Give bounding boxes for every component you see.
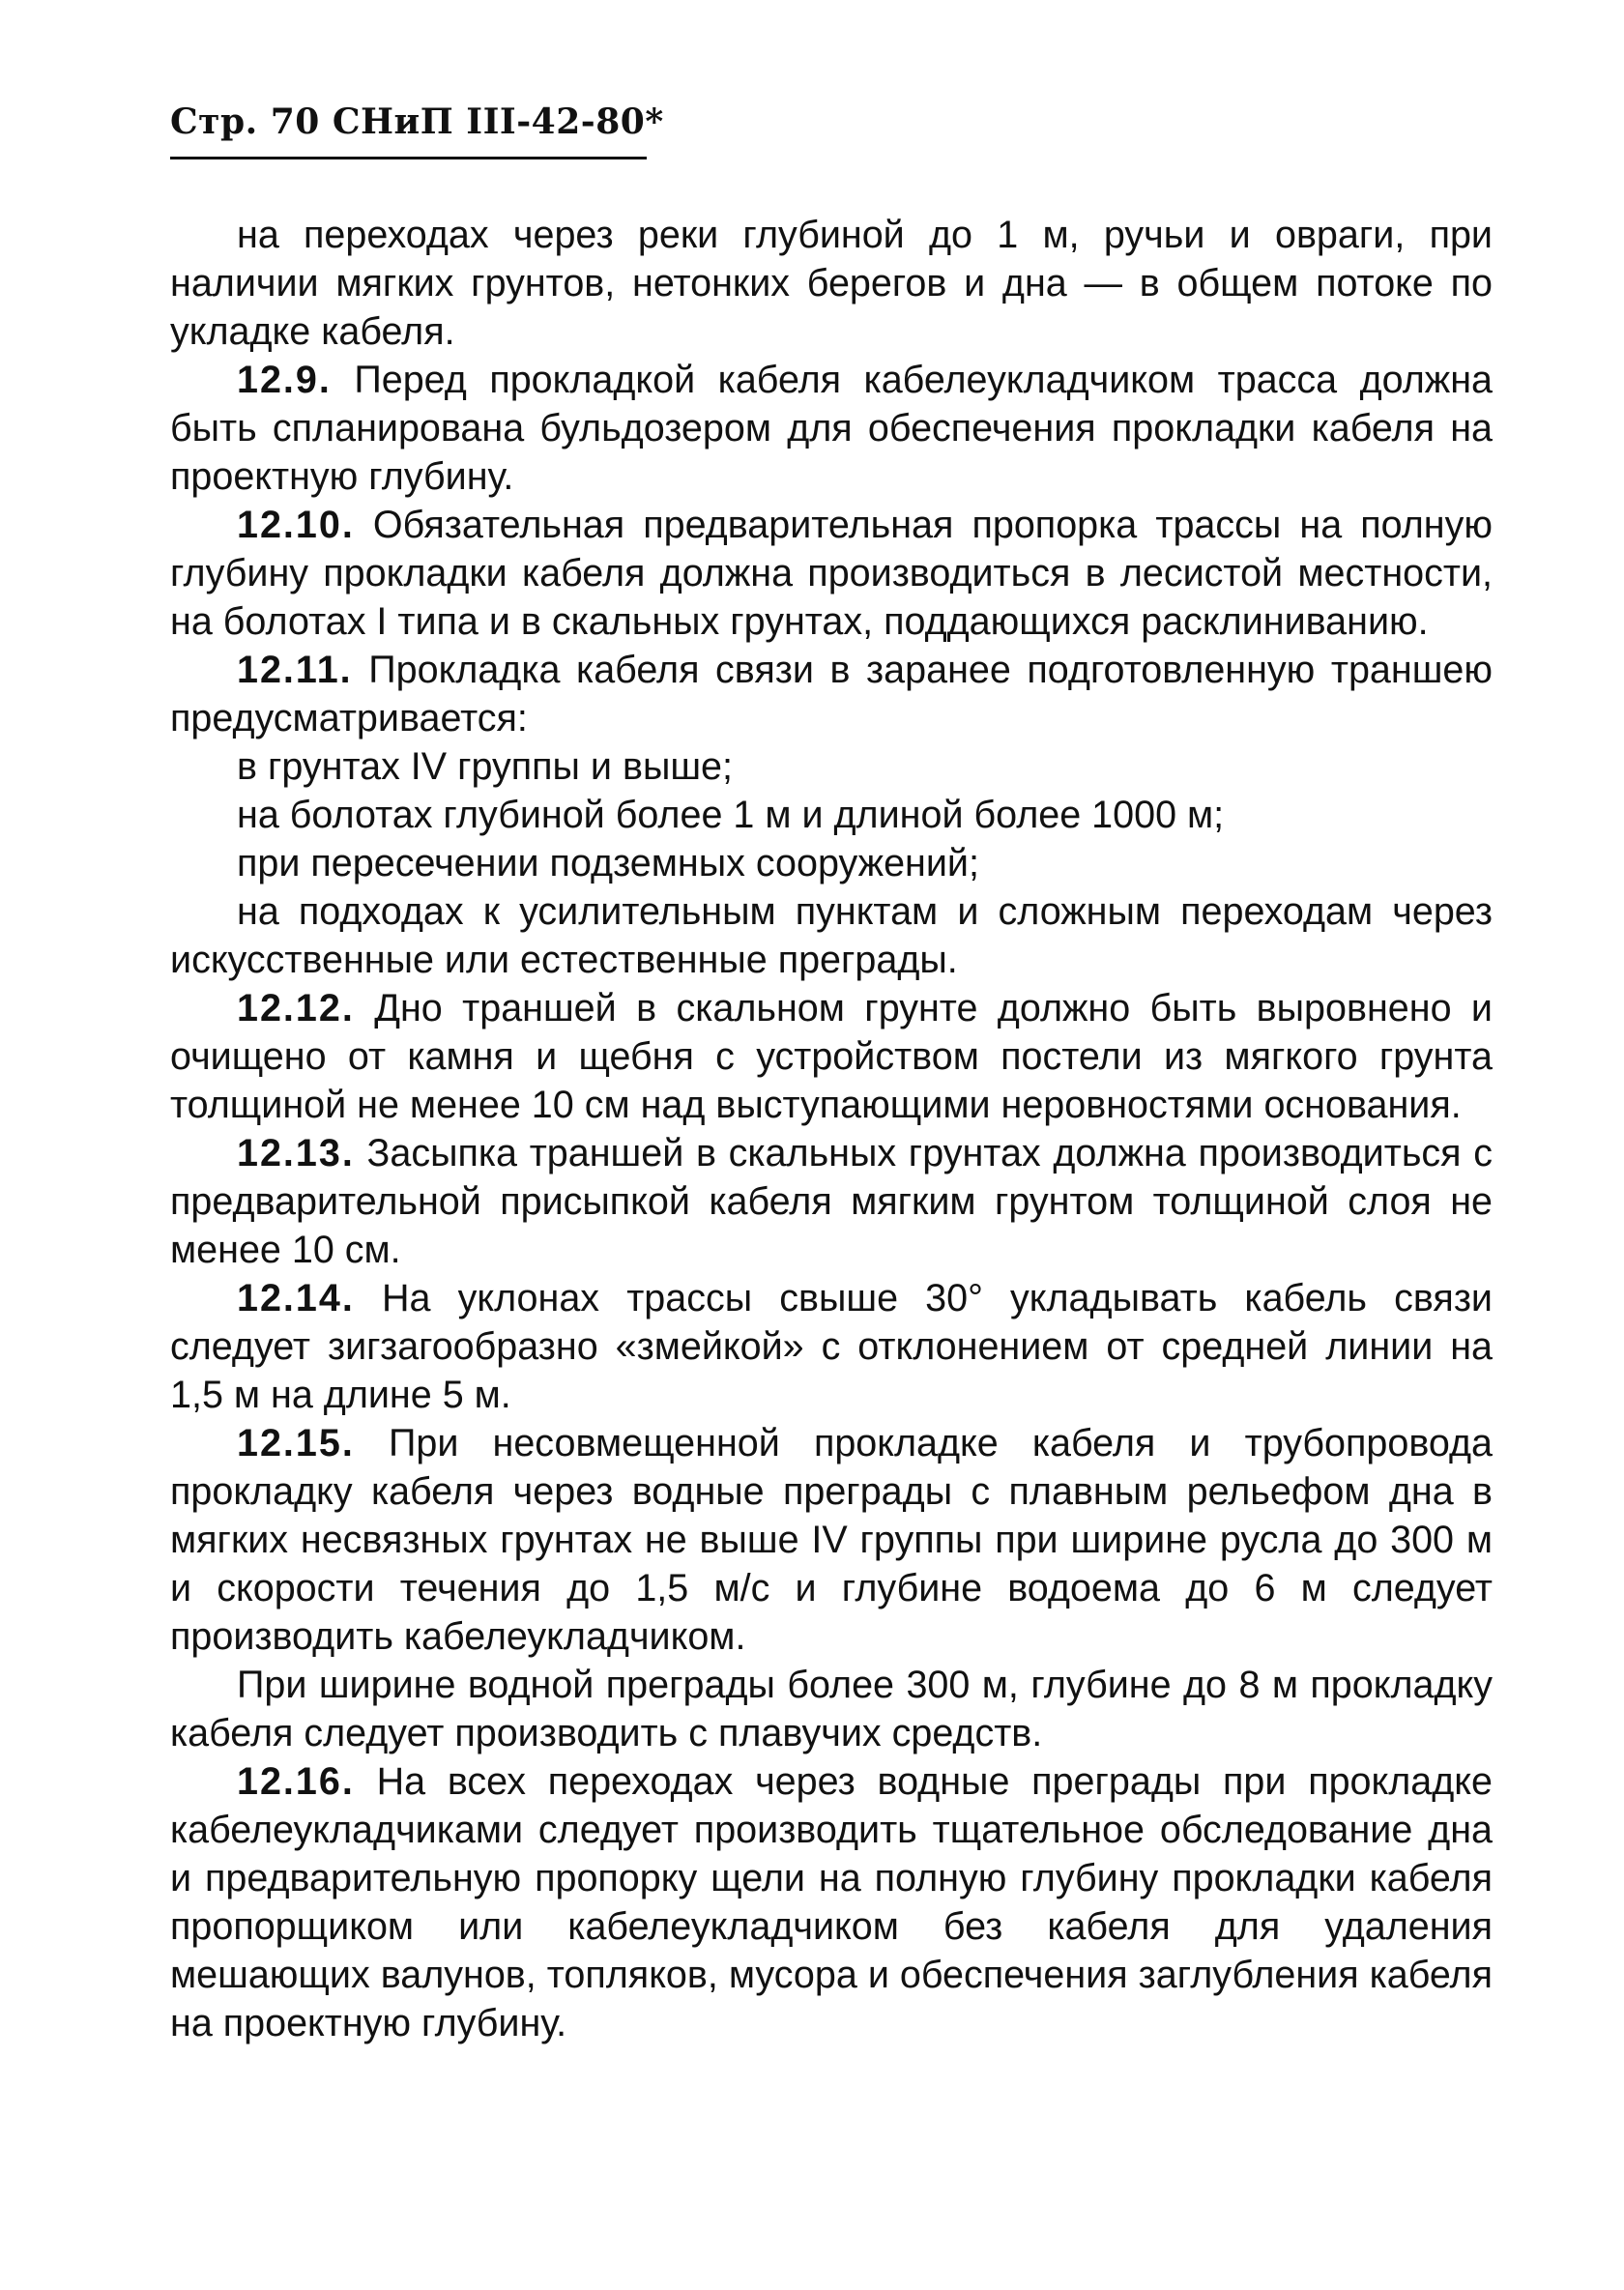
paragraph-text: на подходах к усилительным пунктам и сложным переходам через искусственные или естественные преграды. <box>170 890 1493 981</box>
paragraph <box>170 1274 1493 1419</box>
paragraph-text: в грунтах IV группы и выше; <box>237 745 733 788</box>
clause-number: 12.13. <box>237 1132 355 1174</box>
paragraph-text: Обязательная предварительная пропорка трассы на полную глубину прокладки кабеля должна производиться в лесистой местности, на болотах I типа и в скальных грунтах, поддающихся расклиниванию. <box>170 504 1493 643</box>
paragraph <box>170 646 1493 742</box>
paragraph-text: На уклонах трассы свыше 30° укладывать кабель связи следует зигзагообразно «змейкой» с отклонением от средней линии на 1,5 м на длине 5 м. <box>170 1277 1493 1416</box>
clause-number: 12.14. <box>237 1277 355 1319</box>
paragraph <box>170 1129 1493 1274</box>
clause-number: 12.9. <box>237 359 332 401</box>
paragraph-text: Засыпка траншей в скальных грунтах должна производиться с предварительной присыпкой кабеля мягким грунтом толщиной слоя не менее 10 см. <box>170 1132 1493 1271</box>
clause-number: 12.11. <box>237 649 353 691</box>
document-body <box>170 211 1493 2047</box>
paragraph-text: При несовмещенной прокладке кабеля и трубопровода прокладку кабеля через водные преграды с плавным рельефом дна в мягких несвязных грунтах не выше IV группы при ширине русла до 300 м и скорости течения до 1,5 м/с и глубине водоема до 6 м следует производить кабелеукладчиком. <box>170 1422 1493 1658</box>
paragraph-text: на переходах через реки глубиной до 1 м, ручьи и овраги, при наличии мягких грунтов, нетонких берегов и дна — в общем потоке по укладке кабеля. <box>170 214 1493 353</box>
paragraph <box>170 742 1493 791</box>
paragraph <box>170 791 1493 839</box>
paragraph <box>170 501 1493 646</box>
clause-number: 12.16. <box>237 1760 355 1803</box>
paragraph-text: Прокладка кабеля связи в заранее подготовленную траншею предусматривается: <box>170 649 1493 739</box>
paragraph-text: при пересечении подземных сооружений; <box>237 842 979 884</box>
clause-number: 12.15. <box>237 1422 355 1464</box>
clause-number: 12.12. <box>237 987 355 1029</box>
paragraph-text: Перед прокладкой кабеля кабелеукладчиком трасса должна быть спланирована бульдозером для обеспечения прокладки кабеля на проектную глубину. <box>170 359 1493 498</box>
paragraph-text: При ширине водной преграды более 300 м, глубине до 8 м прокладку кабеля следует производить с плавучих средств. <box>170 1664 1493 1754</box>
paragraph <box>170 211 1493 356</box>
paragraph-text: на болотах глубиной более 1 м и длиной более 1000 м; <box>237 794 1225 836</box>
paragraph-text: Дно траншей в скальном грунте должно быть выровнено и очищено от камня и щебня с устройством постели из мягкого грунта толщиной не менее 10 см над выступающими неровностями основания. <box>170 987 1493 1126</box>
paragraph <box>170 356 1493 501</box>
page-header-text: Стр. 70 СНиП III-42-80* <box>170 101 664 142</box>
paragraph <box>170 984 1493 1129</box>
paragraph <box>170 1757 1493 2047</box>
page-header <box>170 101 664 159</box>
paragraph <box>170 1661 1493 1757</box>
paragraph <box>170 887 1493 984</box>
header-rule <box>170 157 647 159</box>
paragraph <box>170 839 1493 887</box>
paragraph-text: На всех переходах через водные преграды при прокладке кабелеукладчиками следует производить тщательное обследование дна и предварительную пропорку щели на полную глубину прокладки кабеля пропорщиком или кабелеукладчиком без кабеля для удаления мешающих валунов, топляков, мусора и обеспечения заглубления кабеля на проектную глубину. <box>170 1760 1493 2044</box>
paragraph <box>170 1419 1493 1661</box>
clause-number: 12.10. <box>237 504 355 546</box>
